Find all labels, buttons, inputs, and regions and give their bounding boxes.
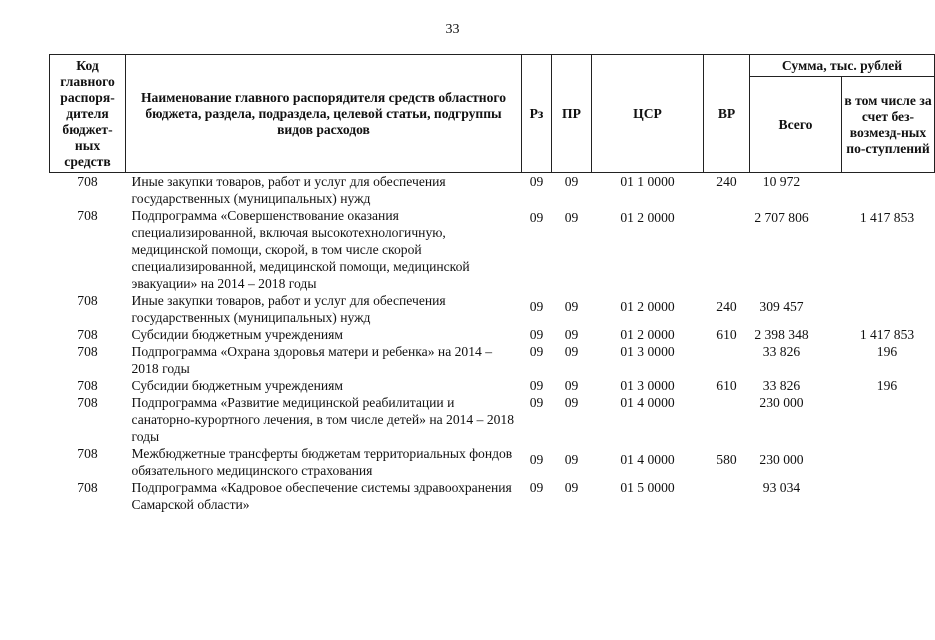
cell-name: Иные закупки товаров, работ и услуг для обеспечения государственных (муниципальных) нужд bbox=[131, 174, 446, 206]
cell-pr: 09 bbox=[564, 452, 579, 467]
cell-code: 708 bbox=[77, 208, 98, 223]
cell-total: 230 000 bbox=[759, 452, 804, 467]
header-name: Наименование главного распорядителя средств областного бюджета, раздела, подраздела, целевой статьи, подгруппы видов расходов bbox=[126, 55, 522, 173]
cell-name: Подпрограмма «Кадровое обеспечение системы здравоохранения Самарской области» bbox=[131, 480, 512, 512]
cell-grant bbox=[842, 292, 935, 326]
table-header bbox=[50, 55, 935, 173]
header-csr: ЦСР bbox=[592, 55, 704, 173]
cell-code: 708 bbox=[77, 395, 98, 410]
table-body bbox=[50, 173, 935, 514]
table-row bbox=[50, 445, 935, 479]
header-grant: в том числе за счет без-возмезд-ных по-ступлений bbox=[842, 77, 935, 173]
cell-vr bbox=[704, 394, 750, 445]
cell-total: 309 457 bbox=[759, 299, 804, 314]
table-row bbox=[50, 377, 935, 394]
cell-rz: 09 bbox=[529, 174, 544, 189]
cell-rz: 09 bbox=[529, 452, 544, 467]
cell-csr: 01 2 0000 bbox=[620, 327, 675, 342]
cell-vr: 580 bbox=[716, 452, 737, 467]
cell-grant: 196 bbox=[876, 344, 898, 359]
cell-pr: 09 bbox=[564, 174, 579, 189]
table-row bbox=[50, 173, 935, 208]
cell-total: 230 000 bbox=[759, 395, 804, 410]
page-number: 33 bbox=[445, 22, 460, 37]
cell-pr: 09 bbox=[564, 344, 579, 359]
cell-csr: 01 4 0000 bbox=[620, 395, 675, 410]
cell-code: 708 bbox=[77, 344, 98, 359]
header-sum-group: Сумма, тыс. рублей bbox=[750, 55, 935, 77]
budget-table bbox=[49, 54, 935, 513]
cell-total: 2 707 806 bbox=[754, 210, 809, 225]
cell-total: 2 398 348 bbox=[754, 327, 809, 342]
cell-csr: 01 1 0000 bbox=[620, 174, 675, 189]
header-code: Код главного распоря-дителя бюджет-ных средств bbox=[50, 55, 126, 173]
cell-vr bbox=[704, 479, 750, 513]
cell-vr: 610 bbox=[716, 327, 737, 342]
cell-total: 93 034 bbox=[762, 480, 801, 495]
table-row bbox=[50, 207, 935, 292]
cell-rz: 09 bbox=[529, 480, 544, 495]
cell-name: Субсидии бюджетным учреждениям bbox=[131, 327, 344, 342]
table-row bbox=[50, 292, 935, 326]
cell-vr bbox=[704, 207, 750, 292]
cell-pr: 09 bbox=[564, 299, 579, 314]
cell-csr: 01 2 0000 bbox=[620, 299, 675, 314]
cell-code: 708 bbox=[77, 293, 98, 308]
cell-grant bbox=[842, 479, 935, 513]
table-row bbox=[50, 479, 935, 513]
header-vr: ВР bbox=[704, 55, 750, 173]
cell-csr: 01 3 0000 bbox=[620, 344, 675, 359]
cell-rz: 09 bbox=[529, 299, 544, 314]
cell-rz: 09 bbox=[529, 395, 544, 410]
cell-name: Подпрограмма «Совершенствование оказания специализированной, включая высокотехнологичную, медицинской помощи, скорой, в том числе скорой специализированной, медицинской помощи, медицинской эвакуации» на 2014 – 2018 годы bbox=[131, 208, 470, 291]
cell-total: 10 972 bbox=[762, 174, 801, 189]
cell-pr: 09 bbox=[564, 395, 579, 410]
cell-vr: 610 bbox=[716, 378, 737, 393]
cell-code: 708 bbox=[77, 378, 98, 393]
cell-csr: 01 5 0000 bbox=[620, 480, 675, 495]
cell-name: Межбюджетные трансферты бюджетам территориальных фондов обязательного медицинского страхования bbox=[131, 446, 513, 478]
cell-pr: 09 bbox=[564, 327, 579, 342]
cell-grant: 196 bbox=[876, 378, 898, 393]
cell-code: 708 bbox=[77, 327, 98, 342]
table-row bbox=[50, 343, 935, 377]
cell-code: 708 bbox=[77, 480, 98, 495]
cell-pr: 09 bbox=[564, 378, 579, 393]
cell-name: Подпрограмма «Развитие медицинской реабилитации и санаторно-курортного лечения, в том числе детей» на 2014 – 2018 годы bbox=[131, 395, 515, 444]
header-pr: ПР bbox=[552, 55, 592, 173]
header-total: Всего bbox=[750, 77, 842, 173]
cell-csr: 01 4 0000 bbox=[620, 452, 675, 467]
cell-pr: 09 bbox=[564, 210, 579, 225]
cell-vr: 240 bbox=[716, 174, 737, 189]
cell-grant: 1 417 853 bbox=[859, 327, 915, 342]
cell-name: Подпрограмма «Охрана здоровья матери и ребенка» на 2014 – 2018 годы bbox=[131, 344, 493, 376]
cell-total: 33 826 bbox=[762, 344, 801, 359]
cell-csr: 01 2 0000 bbox=[620, 210, 675, 225]
cell-rz: 09 bbox=[529, 210, 544, 225]
table-row bbox=[50, 394, 935, 445]
cell-name: Иные закупки товаров, работ и услуг для обеспечения государственных (муниципальных) нужд bbox=[131, 293, 446, 325]
cell-rz: 09 bbox=[529, 327, 544, 342]
cell-code: 708 bbox=[77, 174, 98, 189]
table-row bbox=[50, 326, 935, 343]
cell-vr bbox=[704, 343, 750, 377]
cell-rz: 09 bbox=[529, 378, 544, 393]
cell-rz: 09 bbox=[529, 344, 544, 359]
cell-name: Субсидии бюджетным учреждениям bbox=[131, 378, 344, 393]
cell-vr: 240 bbox=[716, 299, 737, 314]
cell-pr: 09 bbox=[564, 480, 579, 495]
cell-csr: 01 3 0000 bbox=[620, 378, 675, 393]
cell-grant bbox=[842, 394, 935, 445]
cell-code: 708 bbox=[77, 446, 98, 461]
header-rz: Рз bbox=[522, 55, 552, 173]
cell-grant: 1 417 853 bbox=[859, 210, 915, 225]
cell-grant bbox=[842, 445, 935, 479]
cell-total: 33 826 bbox=[762, 378, 801, 393]
cell-grant bbox=[842, 173, 935, 208]
